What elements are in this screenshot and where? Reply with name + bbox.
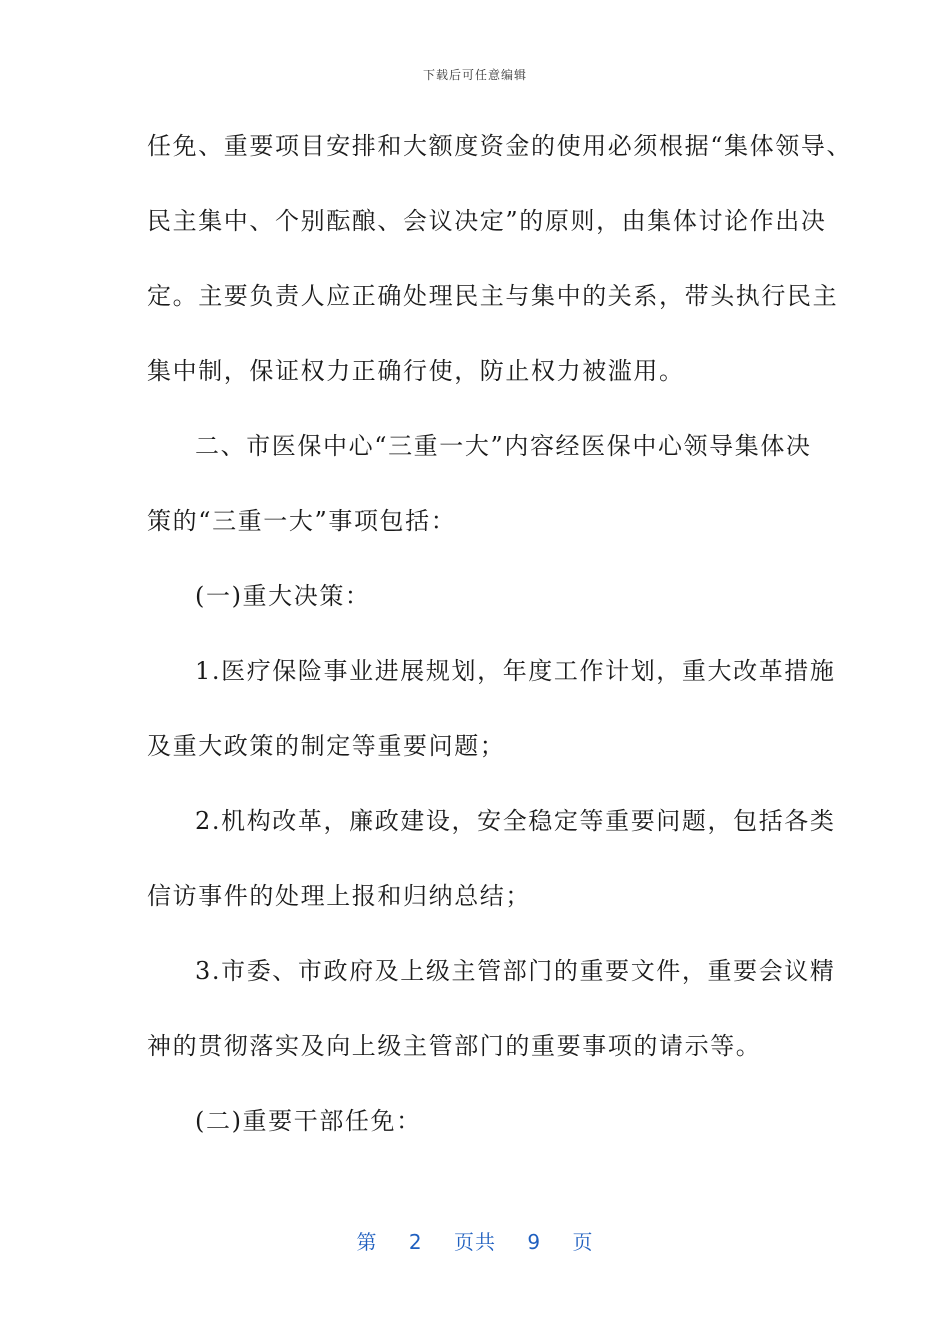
text-line: 3.市委、市政府及上级主管部门的重要文件，重要会议精 [195,957,836,985]
section-heading: (二)重要干部任免： [195,1107,422,1135]
text-line: 集中制，保证权力正确行使，防止权力被滥用。 [147,357,685,385]
text-line: 2.机构改革，廉政建设，安全稳定等重要问题，包括各类 [195,807,836,835]
document-body [147,124,853,1174]
text-line: 民主集中、个别酝酿、会议决定”的原则，由集体讨论作出决 [147,207,827,235]
page-suffix: 页 [572,1230,594,1254]
page-footer [0,1226,950,1255]
text-line: 定。主要负责人应正确处理民主与集中的关系，带头执行民主 [147,282,839,310]
text-line: 二、市医保中心“三重一大”内容经医保中心领导集体决 [195,432,812,460]
page-number: 2 [408,1230,423,1254]
page-total: 9 [527,1230,542,1254]
page-prefix: 第 [356,1230,378,1254]
section-heading: (一)重大决策： [195,582,371,610]
text-line: 神的贯彻落实及向上级主管部门的重要事项的请示等。 [147,1032,762,1060]
text-line: 及重大政策的制定等重要问题； [147,732,506,760]
page-mid: 页共 [454,1230,496,1254]
text-line: 信访事件的处理上报和归纳总结； [147,882,531,910]
text-line: 策的“三重一大”事项包括： [147,507,457,535]
text-line: 1.医疗保险事业进展规划，年度工作计划，重大改革措施 [195,657,836,685]
text-line: 任免、重要项目安排和大额度资金的使用必须根据“集体领导、 [147,132,853,160]
header-note: 下载后可任意编辑 [422,68,527,82]
